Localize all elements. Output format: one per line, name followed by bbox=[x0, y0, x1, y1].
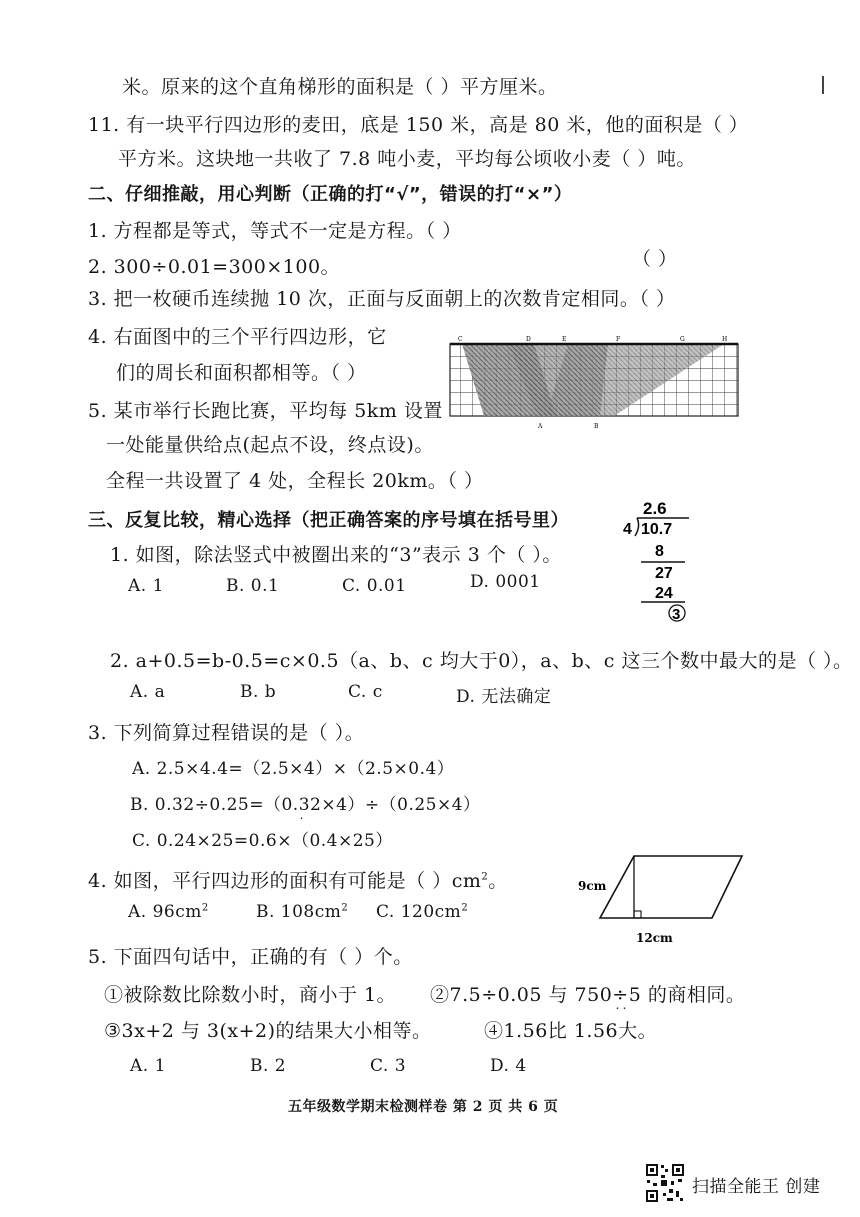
s3-q4-option-a: A. 96cm bbox=[128, 902, 202, 922]
parallelogram-grid-figure bbox=[448, 332, 740, 434]
parallelogram-figure bbox=[578, 850, 748, 946]
s3-q3-option-b: B. 0.32÷0.25=（0.32×4）÷（0.25×4） bbox=[130, 795, 481, 815]
s2-q4-line2: 们的周长和面积都相等。（ ） bbox=[116, 362, 367, 384]
s3-q4-option-c: C. 120cm bbox=[376, 902, 462, 922]
division-step-3: 24 bbox=[655, 585, 673, 602]
s2-q3: 3. 把一枚硬币连续抛 10 次，正面与反面朝上的次数肯定相同。（ ） bbox=[88, 288, 676, 310]
s3-q3-option-c: C. 0.24×25=0.6×（0.4×25） bbox=[132, 831, 393, 851]
s3-q4-option-c-wrap bbox=[376, 902, 468, 922]
q11-line2: 平方米。这块地一共收了 7.8 吨小麦，平均每公顷收小麦（ ）吨。 bbox=[118, 148, 696, 170]
grid-label-h: H bbox=[722, 336, 728, 343]
watermark-text: 扫描全能王 创建 bbox=[692, 1177, 821, 1197]
qr-code-icon bbox=[645, 1163, 685, 1203]
s3-q5-statement-2: ②7.5÷0.05 与 750÷5 的商相同。 bbox=[430, 984, 746, 1006]
grid-label-g: G bbox=[680, 336, 685, 343]
s3-q4-option-c-sup: 2 bbox=[461, 902, 469, 914]
s3-q2-option-c: C. c bbox=[348, 682, 383, 702]
edge-mark bbox=[822, 76, 824, 94]
q11-line1: 11. 有一块平行四边形的麦田，底是 150 米，高是 80 米，他的面积是（ ） bbox=[88, 114, 749, 136]
s2-q2-paren: （ ） bbox=[632, 248, 678, 270]
right-angle-mark bbox=[634, 911, 641, 918]
s3-q4-sup: 2 bbox=[481, 871, 489, 883]
grid-label-d: D bbox=[526, 336, 531, 343]
s3-q3-option-a: A. 2.5×4.4=（2.5×4）×（2.5×0.4） bbox=[132, 759, 455, 779]
s3-q4-option-b: B. 108cm bbox=[256, 902, 342, 922]
s3-q4-option-b-sup: 2 bbox=[341, 902, 349, 914]
section3-heading: 三、反复比较，精心选择（把正确答案的序号填在括号里） bbox=[88, 510, 569, 531]
s2-q4-line1: 4. 右面图中的三个平行四边形，它 bbox=[88, 326, 387, 348]
s2-q2: 2. 300÷0.01=300×100。 bbox=[88, 256, 341, 278]
s3-q5-statement-1: ①被除数比除数小时，商小于 1。 bbox=[104, 984, 397, 1006]
parallelogram-outline bbox=[600, 856, 742, 918]
page-footer: 五年级数学期末检测样卷 第 2 页 共 6 页 bbox=[288, 1099, 559, 1115]
s3-q4-option-a-sup: 2 bbox=[201, 902, 209, 914]
fig-side-label: 9cm bbox=[578, 879, 607, 893]
s3-q1-option-a: A. 1 bbox=[128, 576, 164, 596]
s3-q4-end: 。 bbox=[488, 870, 508, 892]
s3-q2-option-a: A. a bbox=[130, 682, 166, 702]
s3-q1-option-b: B. 0.1 bbox=[226, 576, 280, 596]
s3-q4-option-a-wrap bbox=[128, 902, 209, 922]
grid-label-f: F bbox=[616, 336, 621, 343]
q10-continuation: 米。原来的这个直角梯形的面积是（ ）平方厘米。 bbox=[122, 76, 558, 98]
section2-heading: 二、仔细推敲，用心判断（正确的打“√”，错误的打“×”） bbox=[88, 184, 573, 205]
s2-q5-line1: 5. 某市举行长跑比赛，平均每 5km 设置 bbox=[88, 400, 443, 422]
grid-label-b: B bbox=[594, 423, 599, 430]
s2-q1: 1. 方程都是等式，等式不一定是方程。（ ） bbox=[88, 220, 462, 242]
s3-q5-option-b: B. 2 bbox=[250, 1056, 287, 1076]
division-remainder: 3 bbox=[672, 606, 681, 623]
s3-q4: 4. 如图，平行四边形的面积有可能是（ ）cm bbox=[88, 870, 482, 892]
s3-q1-option-c: C. 0.01 bbox=[342, 576, 407, 596]
s3-q4-line bbox=[88, 866, 508, 893]
s2-q5-line2: 一处能量供给点(起点不设，终点设)。 bbox=[106, 434, 434, 456]
s3-q5-statement-4: ④1.56比 1.56大。 bbox=[484, 1020, 658, 1042]
s3-q5-statement-3: ③3x+2 与 3(x+2)的结果大小相等。 bbox=[104, 1020, 432, 1042]
s3-q1-option-d: D. 0001 bbox=[470, 572, 541, 592]
s3-q5-option-d: D. 4 bbox=[490, 1056, 527, 1076]
grid-label-e: E bbox=[562, 336, 567, 343]
repeating-dot: ˙ bbox=[298, 816, 305, 832]
grid-label-c: C bbox=[458, 336, 463, 343]
s3-q5: 5. 下面四句话中，正确的有（ ）个。 bbox=[88, 946, 413, 968]
division-step-1: 8 bbox=[655, 543, 664, 560]
s3-q2-option-b: B. b bbox=[240, 682, 277, 702]
fig-base-label: 12cm bbox=[636, 931, 673, 945]
s3-q5-option-a: A. 1 bbox=[130, 1056, 166, 1076]
s2-q5-line3: 全程一共设置了 4 处，全程长 20km。（ ） bbox=[106, 470, 484, 492]
division-quotient: 2.6 bbox=[643, 499, 667, 518]
s3-q2: 2. a+0.5=b-0.5=c×0.5（a、b、c 均大于0），a、b、c 这三个数中最大的是（ ）。 bbox=[110, 650, 853, 672]
division-divisor: 4 bbox=[623, 521, 632, 538]
s3-q3: 3. 下列简算过程错误的是（ ）。 bbox=[88, 722, 365, 744]
division-step-2: 27 bbox=[655, 565, 673, 582]
s3-q1: 1. 如图，除法竖式中被圈出来的“3”表示 3 个（ ）。 bbox=[110, 544, 562, 566]
division-dividend: 10.7 bbox=[641, 521, 673, 538]
s3-q2-option-d: D. 无法确定 bbox=[456, 687, 552, 707]
s3-q5-option-c: C. 3 bbox=[370, 1056, 407, 1076]
repeating-dots: ˙˙ bbox=[614, 1006, 628, 1022]
grid-label-a: A bbox=[538, 423, 543, 430]
long-division-figure bbox=[623, 498, 703, 626]
s3-q4-option-b-wrap bbox=[256, 902, 348, 922]
